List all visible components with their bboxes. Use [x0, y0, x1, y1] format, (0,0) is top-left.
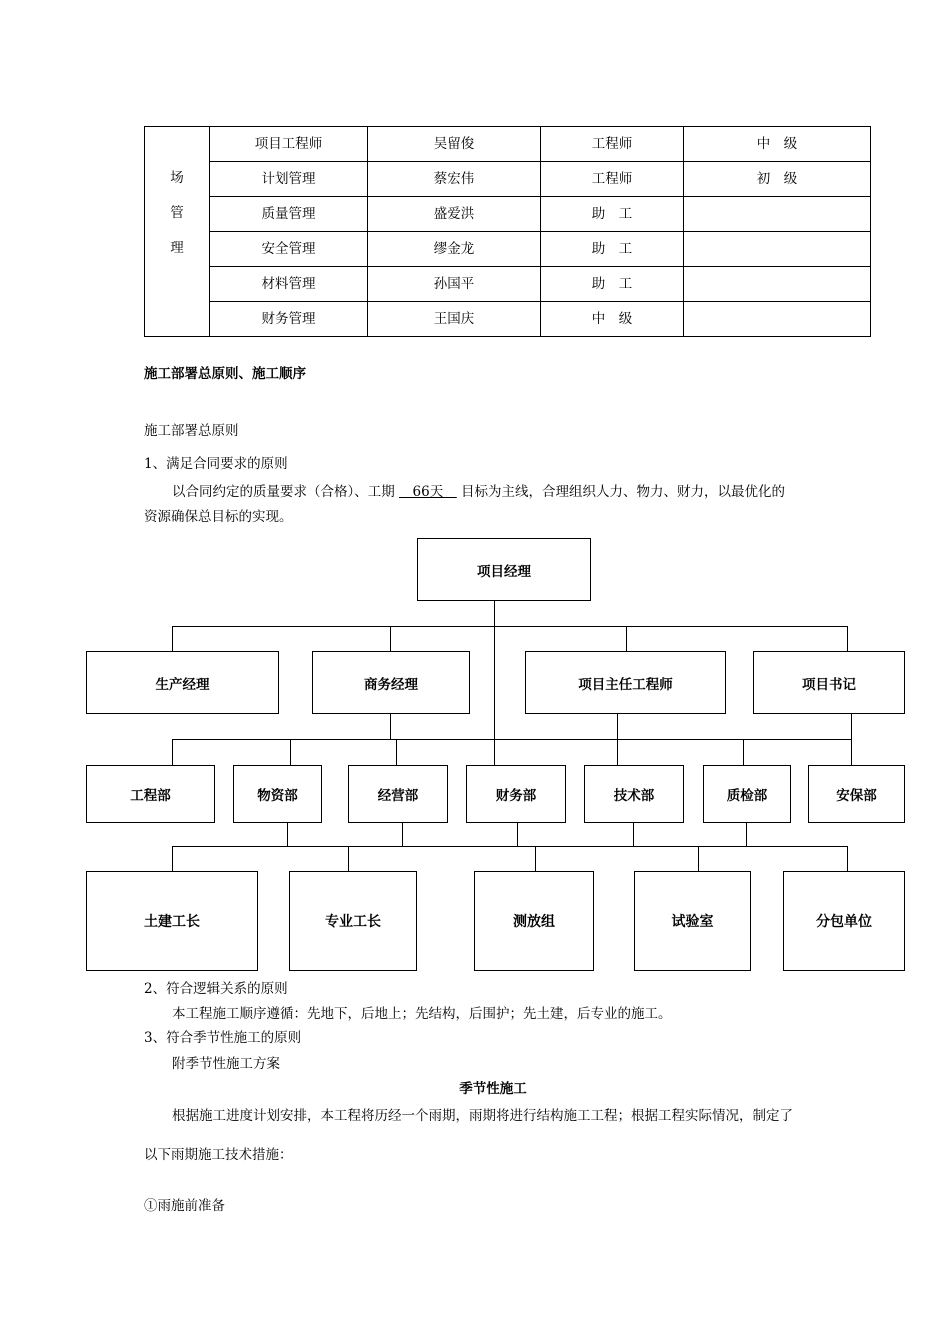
org-box-level2: 生产经理: [86, 651, 279, 714]
title-cell: 助 工: [541, 197, 684, 232]
name-cell: 蔡宏伟: [368, 162, 541, 197]
connector-line: [390, 626, 391, 651]
org-box-level3: 财务部: [466, 765, 566, 823]
connector-line: [617, 739, 618, 765]
principle1-title: 1、满足合同要求的原则: [144, 456, 288, 472]
name-cell: 吴留俊: [368, 127, 541, 162]
org-box-level4: 测放组: [474, 871, 594, 971]
connector-line: [847, 846, 848, 872]
title-cell: 助 工: [541, 232, 684, 267]
connector-line: [172, 739, 851, 740]
connector-line: [348, 846, 349, 872]
connector-line: [743, 739, 744, 765]
connector-line: [517, 822, 518, 846]
staff-table: [144, 126, 871, 337]
connector-line: [851, 713, 852, 739]
name-cell: 缪金龙: [368, 232, 541, 267]
principle1-text: 以合同约定的质量要求（合格）、工期 66天 目标为主线，合理组织人力、物力、财力，以最优化的: [172, 484, 786, 500]
org-box-level4: 分包单位: [783, 871, 905, 971]
connector-line: [698, 846, 699, 872]
title-cell: 工程师: [541, 162, 684, 197]
org-box-level4: 专业工长: [289, 871, 417, 971]
seasonal-para-line2: 以下雨期施工技术措施：: [144, 1147, 293, 1163]
principle1-text-line2: 资源确保总目标的实现。: [144, 509, 293, 525]
org-box-level3: 安保部: [808, 765, 905, 823]
connector-line: [172, 626, 173, 651]
connector-line: [290, 739, 291, 765]
table-row: [145, 162, 871, 197]
org-box-level4: 土建工长: [86, 871, 258, 971]
grade-cell: [684, 267, 871, 302]
table-row: [145, 127, 871, 162]
table-row: [145, 302, 871, 337]
org-box-level3: 物资部: [233, 765, 322, 823]
seasonal-item1: ①雨施前准备: [144, 1198, 225, 1214]
role-cell: 质量管理: [210, 197, 368, 232]
grade-cell: [684, 302, 871, 337]
connector-line: [633, 822, 634, 846]
section-heading: 施工部署总原则、施工顺序: [144, 366, 306, 382]
connector-line: [402, 822, 403, 846]
connector-line: [746, 822, 747, 846]
role-cell: 项目工程师: [210, 127, 368, 162]
connector-line: [172, 846, 173, 872]
principle3-title: 3、符合季节性施工的原则: [144, 1030, 302, 1046]
connector-line: [172, 846, 847, 847]
org-box-level3: 技术部: [584, 765, 684, 823]
org-box-level3: 质检部: [703, 765, 791, 823]
grade-cell: 中 级: [684, 127, 871, 162]
name-cell: 王国庆: [368, 302, 541, 337]
role-cell: 计划管理: [210, 162, 368, 197]
connector-line: [172, 626, 847, 627]
role-cell: 安全管理: [210, 232, 368, 267]
table-row: [145, 197, 871, 232]
connector-line: [390, 713, 391, 739]
name-cell: 盛爱洪: [368, 197, 541, 232]
principle3-text: 附季节性施工方案: [172, 1056, 280, 1072]
side-label: 场 管 理: [170, 170, 184, 256]
org-box-level4: 试验室: [634, 871, 751, 971]
org-box-level2: 商务经理: [312, 651, 470, 714]
org-box-level3: 工程部: [86, 765, 215, 823]
connector-line: [617, 713, 618, 739]
org-box-project-manager: 项目经理: [417, 538, 591, 601]
table-row: [145, 232, 871, 267]
principle2-text: 本工程施工顺序遵循：先地下，后地上；先结构，后围护；先土建，后专业的施工。: [172, 1006, 672, 1022]
connector-line: [851, 739, 852, 765]
grade-cell: [684, 197, 871, 232]
grade-cell: 初 级: [684, 162, 871, 197]
connector-line: [287, 822, 288, 846]
side-label-cell: [145, 127, 210, 337]
subheading: 施工部署总原则: [144, 423, 239, 439]
org-box-level2: 项目书记: [753, 651, 905, 714]
org-box-level2: 项目主任工程师: [525, 651, 726, 714]
org-box-level3: 经营部: [348, 765, 448, 823]
title-cell: 助 工: [541, 267, 684, 302]
connector-line: [847, 626, 848, 651]
grade-cell: [684, 232, 871, 267]
table-row: [145, 267, 871, 302]
title-cell: 工程师: [541, 127, 684, 162]
seasonal-heading: 季节性施工: [459, 1081, 527, 1097]
connector-line: [626, 626, 627, 651]
connector-line: [172, 739, 173, 765]
connector-line: [396, 739, 397, 765]
name-cell: 孙国平: [368, 267, 541, 302]
duration-value: 66天: [399, 484, 457, 500]
title-cell: 中 级: [541, 302, 684, 337]
seasonal-para-line1: 根据施工进度计划安排，本工程将历经一个雨期，雨期将进行结构施工工程；根据工程实际情况，制定了: [172, 1108, 793, 1124]
role-cell: 材料管理: [210, 267, 368, 302]
connector-line: [535, 846, 536, 872]
role-cell: 财务管理: [210, 302, 368, 337]
principle2-title: 2、符合逻辑关系的原则: [144, 981, 288, 997]
